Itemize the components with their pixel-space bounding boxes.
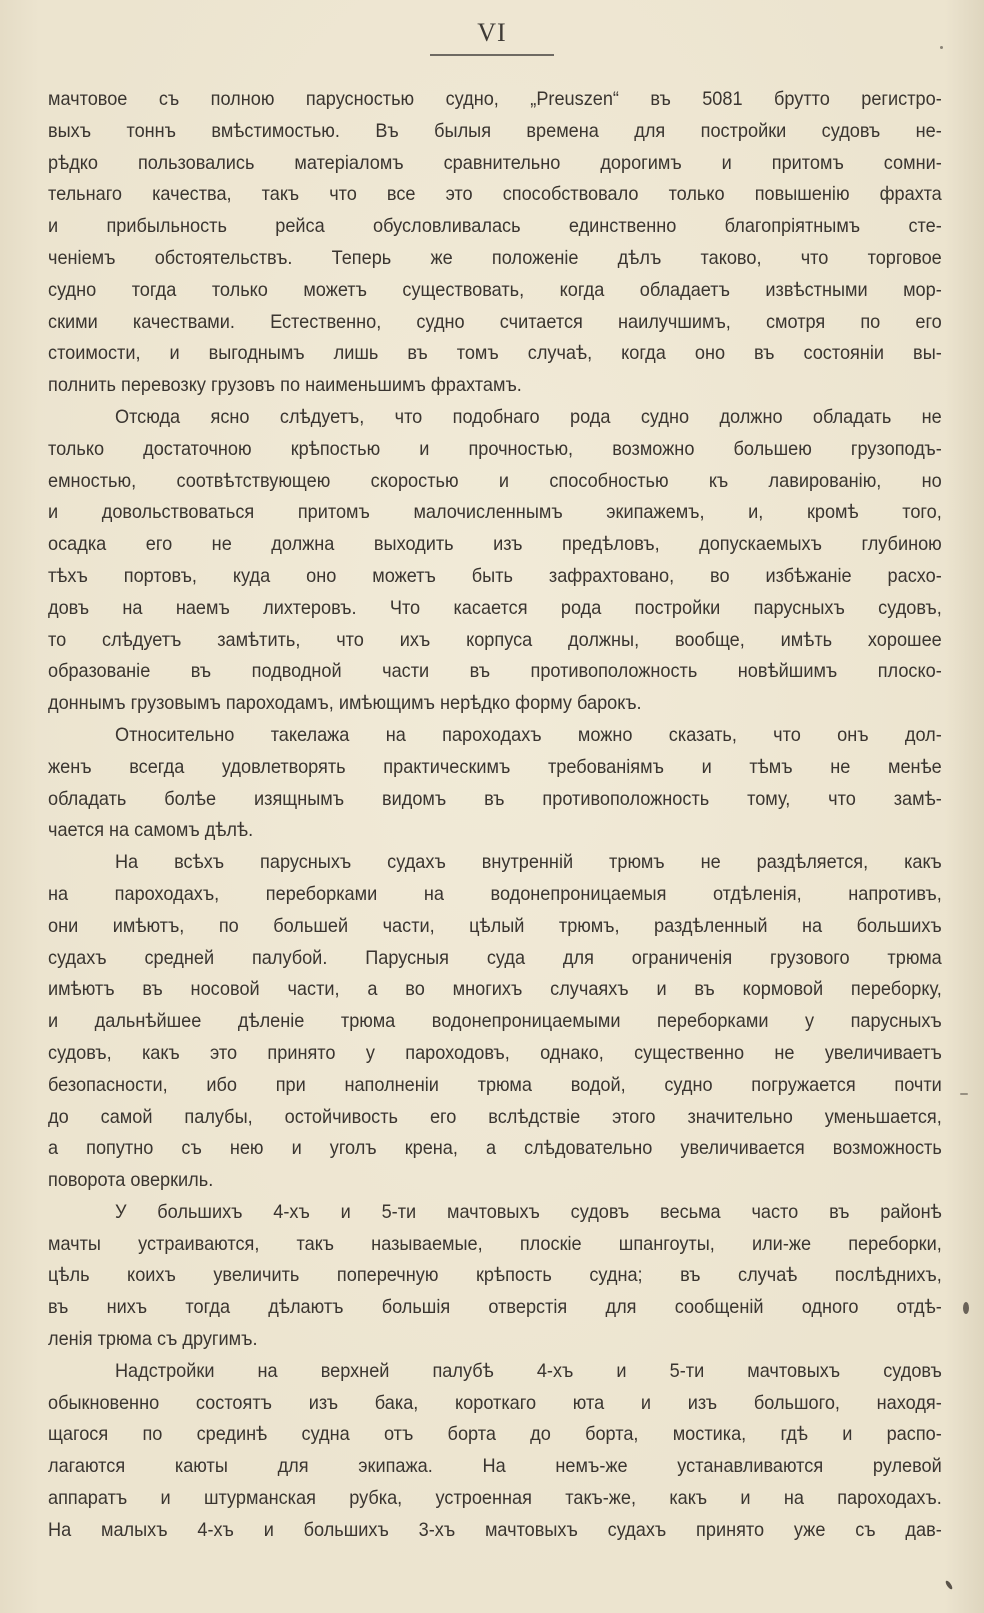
text-line: судахъ средней палубой. Парусныя суда для ограниченія грузового трюма	[48, 946, 942, 969]
text-line: На всѣхъ парусныхъ судахъ внутренній трюмъ не раздѣляется, какъ	[114, 851, 942, 874]
text-line: имѣютъ въ носовой части, а во многихъ случаяхъ и въ кормовой переборку,	[48, 978, 942, 1001]
paragraph-1	[48, 84, 942, 402]
header-rule	[430, 54, 554, 56]
text-line: тельнаго качества, такъ что все это способствовало только повышенію фрахта	[48, 183, 942, 206]
text-line: щагося по срединѣ судна отъ борта до борта, мостика, гдѣ и распо-	[48, 1423, 942, 1446]
text-line: стоимости, и выгоднымъ лишь въ томъ случаѣ, когда оно въ состояніи вы-	[48, 342, 942, 365]
text-line: аппаратъ и штурманская рубка, устроенная такъ-же, какъ и на пароходахъ.	[48, 1487, 942, 1510]
paragraph-4	[48, 847, 942, 1197]
text-line: Относительно такелажа на пароходахъ можно сказать, что онъ дол-	[114, 723, 942, 746]
text-line: мачтовое съ полною парусностью судно, „Preuszen“ въ 5081 брутто регистро-	[48, 88, 942, 110]
text-line: лагаются каюты для экипажа. На немъ-же устанавливаются рулевой	[48, 1455, 942, 1478]
text-line: женъ всегда удовлетворять практическимъ требованіямъ и тѣмъ не менѣе	[48, 755, 942, 778]
text-line: и дальнѣйшее дѣленіе трюма водонепроницаемыми переборками у парусныхъ	[48, 1010, 942, 1033]
text-line: рѣдко пользовались матеріаломъ сравнительно дорогимъ и притомъ сомни-	[48, 151, 942, 174]
text-line: только достаточною крѣпостью и прочностью, возможно большею грузоподъ-	[48, 437, 942, 460]
text-line: У большихъ 4-хъ и 5-ти мачтовыхъ судовъ весьма часто въ районѣ	[114, 1200, 942, 1223]
text-line: судовъ, какъ это принято у пароходовъ, однако, существенно не увеличиваетъ	[48, 1041, 942, 1064]
text-line: емностью, соотвѣтствующею скоростью и способностью къ лавированію, но	[48, 469, 942, 492]
text-line: чается на самомъ дѣлѣ.	[48, 819, 254, 842]
text-line: мачты устраиваются, такъ называемые, плоскіе шпангоуты, или-же переборки,	[48, 1232, 942, 1255]
body-text	[48, 84, 942, 1547]
text-line: ленія трюма съ другимъ.	[48, 1328, 258, 1351]
page-number: VI	[477, 18, 507, 47]
scan-speck	[960, 1093, 968, 1095]
scan-speck	[963, 1302, 969, 1314]
paragraph-6	[48, 1356, 942, 1547]
paragraph-5	[48, 1197, 942, 1356]
text-line: Отсюда ясно слѣдуетъ, что подобнаго рода судно должно обладать не	[114, 405, 942, 428]
text-line: довъ на наемъ лихтеровъ. Что касается рода постройки парусныхъ судовъ,	[48, 596, 942, 619]
paragraph-2	[48, 402, 942, 720]
text-line: скими качествами. Естественно, судно считается наилучшимъ, смотря по его	[48, 310, 942, 333]
text-line: обладать болѣе изящнымъ видомъ въ противоположность тому, что замѣ-	[48, 787, 942, 810]
text-line: доннымъ грузовымъ пароходамъ, имѣющимъ нерѣдко форму барокъ.	[48, 692, 642, 715]
text-line: поворота оверкиль.	[48, 1169, 214, 1192]
text-line: полнить перевозку грузовъ по наименьшимъ фрахтамъ.	[48, 374, 522, 397]
text-line: а попутно съ нею и уголъ крена, а слѣдовательно увеличивается возможность	[48, 1137, 942, 1160]
text-line: цѣль коихъ увеличить поперечную крѣпость судна; въ случаѣ послѣднихъ,	[48, 1264, 942, 1287]
text-line: На малыхъ 4-хъ и большихъ 3-хъ мачтовыхъ судахъ принято уже съ дав-	[48, 1518, 942, 1541]
page-header	[0, 18, 984, 56]
text-line: на пароходахъ, переборками на водонепроницаемыя отдѣленія, напротивъ,	[48, 882, 942, 905]
text-line: судно тогда только можетъ существовать, когда обладаетъ извѣстными мор-	[48, 278, 942, 301]
text-line: Надстройки на верхней палубѣ 4-хъ и 5-ти мачтовыхъ судовъ	[114, 1359, 942, 1382]
text-line: ченіемъ обстоятельствъ. Теперь же положеніе дѣлъ таково, что торговое	[48, 246, 942, 269]
paragraph-3	[48, 720, 942, 847]
text-line: до самой палубы, остойчивость его вслѣдствіе этого значительно уменьшается,	[48, 1105, 942, 1128]
text-line: и прибыльность рейса обусловливалась единственно благопріятнымъ сте-	[48, 215, 942, 238]
text-line: тѣхъ портовъ, куда оно можетъ быть зафрахтовано, во избѣжаніе расхо-	[48, 564, 942, 587]
scan-speck	[940, 46, 943, 49]
text-line: то слѣдуетъ замѣтить, что ихъ корпуса должны, вообще, имѣть хорошее	[48, 628, 942, 651]
text-line: они имѣютъ, по большей части, цѣлый трюмъ, раздѣленный на большихъ	[48, 914, 942, 937]
text-line: обыкновенно состоятъ изъ бака, короткаго юта и изъ большого, находя-	[48, 1391, 942, 1414]
scan-speck	[944, 1580, 953, 1590]
text-line: выхъ тоннъ вмѣстимостью. Въ былыя времена для постройки судовъ не-	[48, 119, 942, 142]
text-line: осадка его не должна выходить изъ предѣловъ, допускаемыхъ глубиною	[48, 533, 942, 556]
text-line: образованіе въ подводной части въ противоположность новѣйшимъ плоско-	[48, 660, 942, 683]
text-line: въ нихъ тогда дѣлаютъ большія отверстія для сообщеній одного отдѣ-	[48, 1296, 942, 1319]
text-line: безопасности, ибо при наполненіи трюма водой, судно погружается почти	[48, 1073, 942, 1096]
text-line: и довольствоваться притомъ малочисленнымъ экипажемъ, и, кромѣ того,	[48, 501, 942, 524]
